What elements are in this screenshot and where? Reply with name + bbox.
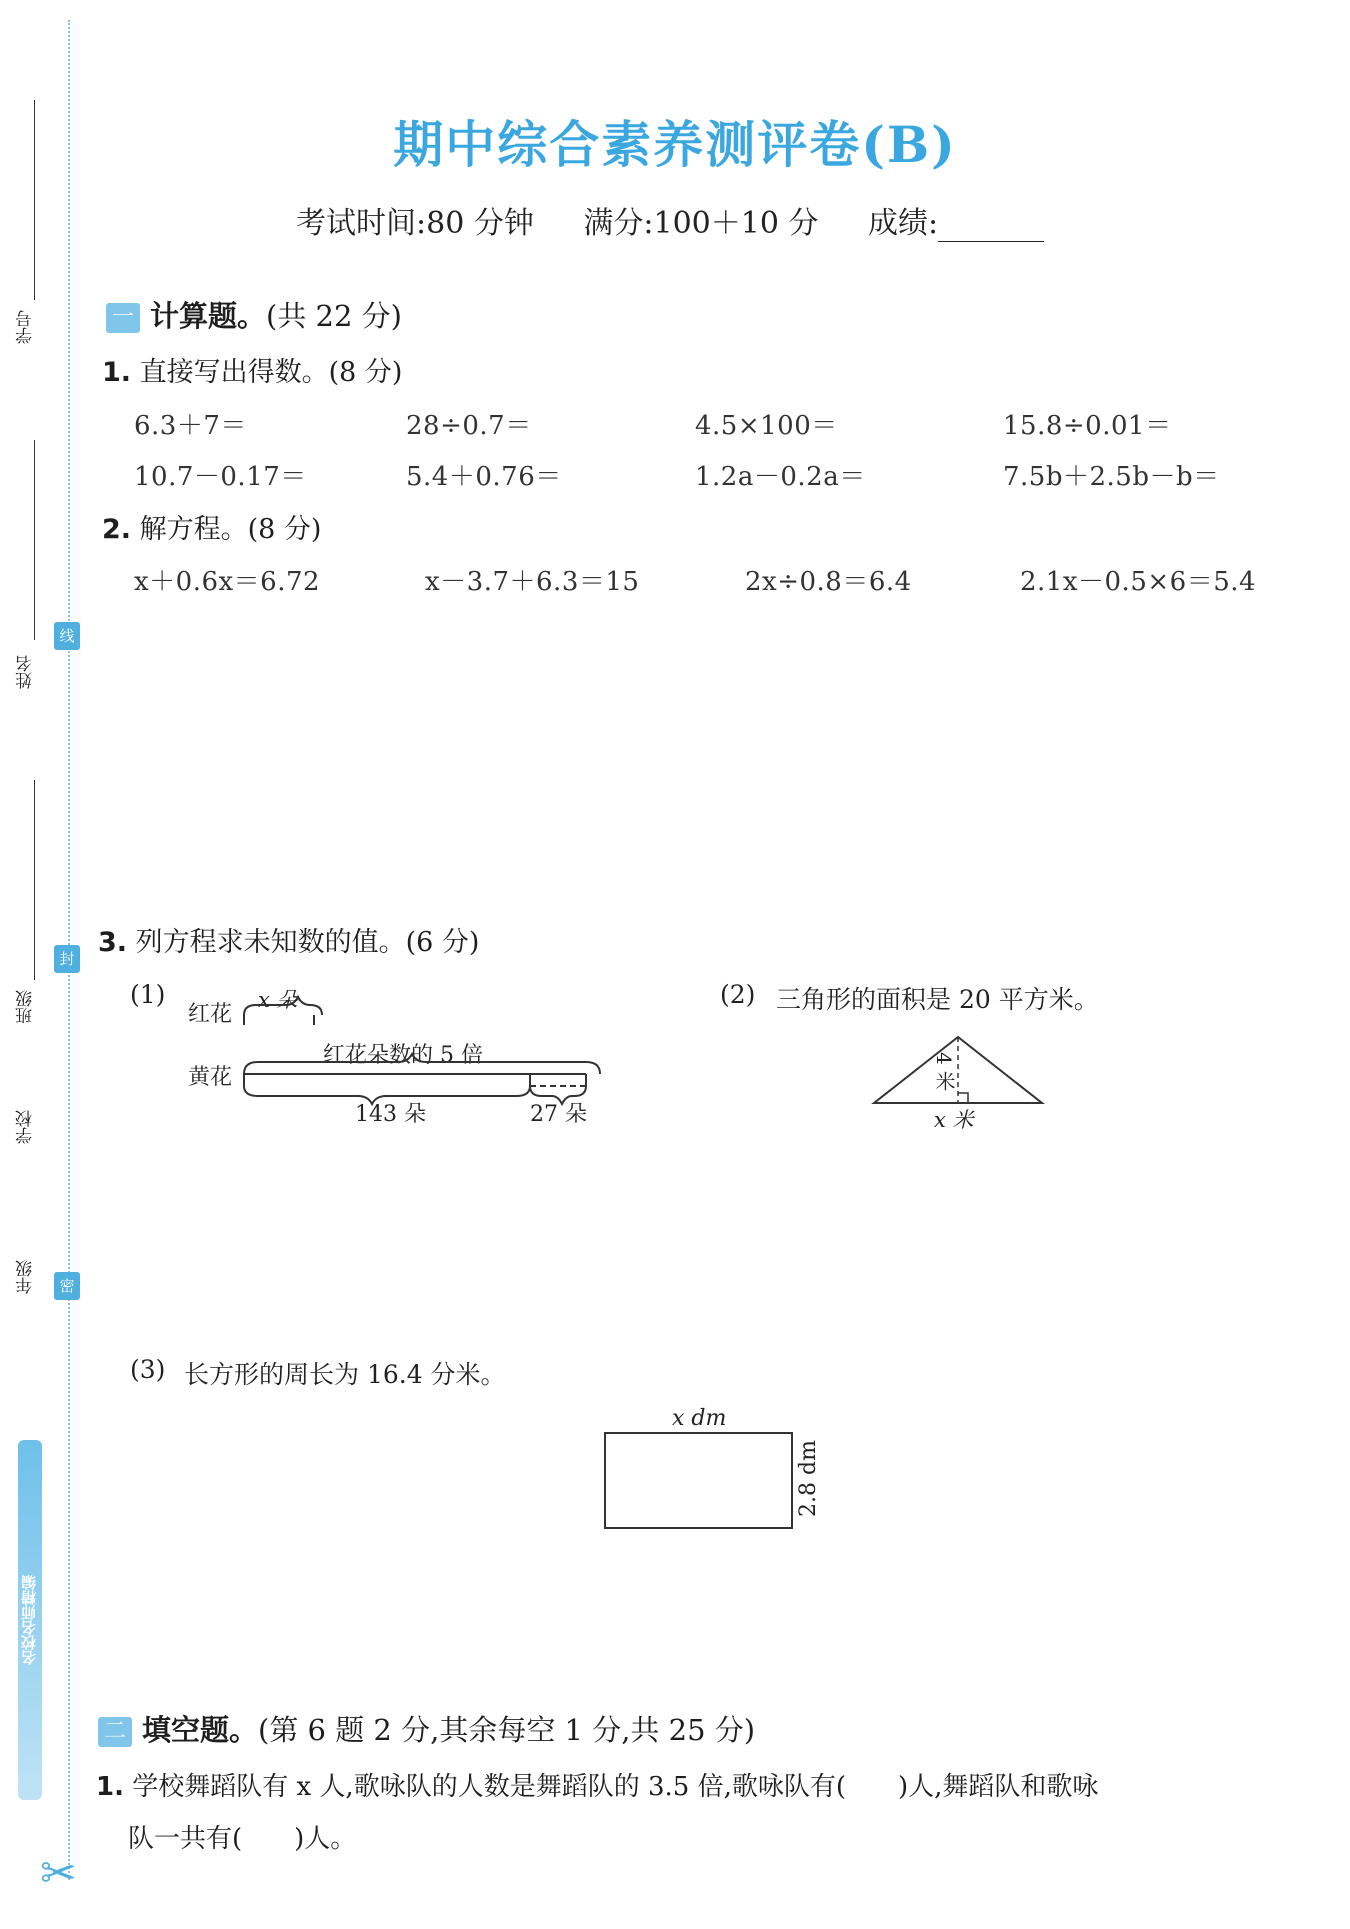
section-2-points: (第 6 题 2 分,其余每空 1 分,共 25 分) bbox=[258, 1713, 756, 1747]
cut-mark-secret: 密 bbox=[54, 1272, 80, 1300]
class-label: 班级 bbox=[16, 990, 36, 1024]
question-number: 1. bbox=[102, 357, 132, 388]
question-text: 解方程。(8 分) bbox=[139, 514, 322, 545]
cut-mark-seal: 封 bbox=[54, 945, 80, 973]
question-text: 直接写出得数。(8 分) bbox=[139, 357, 403, 388]
part-2-text: 三角形的面积是 20 平方米。 bbox=[776, 985, 1099, 1014]
question-number: 3. bbox=[98, 927, 128, 958]
calc-item: 10.7－0.17＝ bbox=[134, 462, 307, 492]
triangle-height-label: 4 米 bbox=[932, 1052, 956, 1092]
section-2-heading: 填空题。 bbox=[142, 1713, 259, 1747]
question-2-1 bbox=[96, 1766, 1098, 1803]
full-score: 满分:100＋10 分 bbox=[583, 206, 819, 241]
part-3-label: (3) bbox=[130, 1355, 166, 1384]
calc-item: 5.4＋0.76＝ bbox=[406, 462, 562, 492]
cut-mark-line: 线 bbox=[54, 622, 80, 650]
calc-item: 7.5b＋2.5b－b＝ bbox=[1003, 462, 1220, 492]
equation-item: x＋0.6x＝6.72 bbox=[134, 567, 321, 597]
calc-item: 6.3＋7＝ bbox=[134, 411, 247, 441]
equation-item: x－3.7＋6.3＝15 bbox=[425, 567, 640, 597]
rect-width-label: x dm bbox=[672, 1406, 727, 1431]
triangle-base-label: x 米 bbox=[934, 1108, 974, 1132]
student-id-label: 学号 bbox=[16, 310, 36, 344]
part-2-label: (2) bbox=[720, 980, 756, 1009]
calc-item: 4.5×100＝ bbox=[695, 411, 838, 441]
rect-height-label: 2.8 dm bbox=[796, 1440, 821, 1517]
section-2-badge: 二 bbox=[98, 1717, 132, 1747]
name-label: 姓名 bbox=[16, 655, 36, 689]
brand-band: 名校名师精编 bbox=[18, 1440, 42, 1800]
question-text-line-1: 学校舞蹈队有 x 人,歌咏队的人数是舞蹈队的 3.5 倍,歌咏队有( )人,舞蹈队和歌咏 bbox=[132, 1772, 1099, 1802]
question-number: 1. bbox=[96, 1772, 124, 1802]
page-title: 期中综合素养测评卷(B) bbox=[393, 115, 957, 174]
part-3-text: 长方形的周长为 16.4 分米。 bbox=[184, 1360, 506, 1389]
equation-item: 2x÷0.8＝6.4 bbox=[745, 567, 912, 597]
score-label: 成绩: bbox=[868, 206, 939, 241]
section-1-points: (共 22 分) bbox=[266, 299, 402, 333]
rectangle-shape bbox=[605, 1433, 792, 1528]
red-qty-label: x 朵 bbox=[258, 988, 298, 1012]
calc-item: 15.8÷0.01＝ bbox=[1003, 411, 1172, 441]
section-1-badge: 一 bbox=[106, 303, 140, 333]
question-2-1-cont: 队一共有( )人。 bbox=[128, 1824, 357, 1854]
section-2-header bbox=[98, 1708, 755, 1749]
calc-item: 1.2a－0.2a＝ bbox=[695, 462, 866, 492]
school-label: 学校 bbox=[16, 1110, 36, 1144]
scissors-icon: ✂ bbox=[40, 1848, 77, 1899]
calc-item: 28÷0.7＝ bbox=[406, 411, 532, 441]
yellow-flower-label: 黄花 bbox=[188, 1065, 233, 1090]
exam-time: 考试时间:80 分钟 bbox=[296, 206, 534, 241]
left-qty-label: 143 朵 bbox=[355, 1102, 426, 1127]
yellow-desc-label: 红花朵数的 5 倍 bbox=[323, 1043, 483, 1068]
question-text: 列方程求未知数的值。(6 分) bbox=[135, 927, 480, 958]
section-1-heading: 计算题。 bbox=[150, 299, 267, 333]
part-1-label: (1) bbox=[130, 980, 166, 1009]
right-qty-label: 27 朵 bbox=[530, 1102, 587, 1127]
equation-item: 2.1x－0.5×6＝5.4 bbox=[1020, 567, 1257, 597]
question-number: 2. bbox=[102, 514, 132, 545]
grade-label: 年级 bbox=[16, 1260, 36, 1294]
red-flower-label: 红花 bbox=[188, 1002, 233, 1027]
